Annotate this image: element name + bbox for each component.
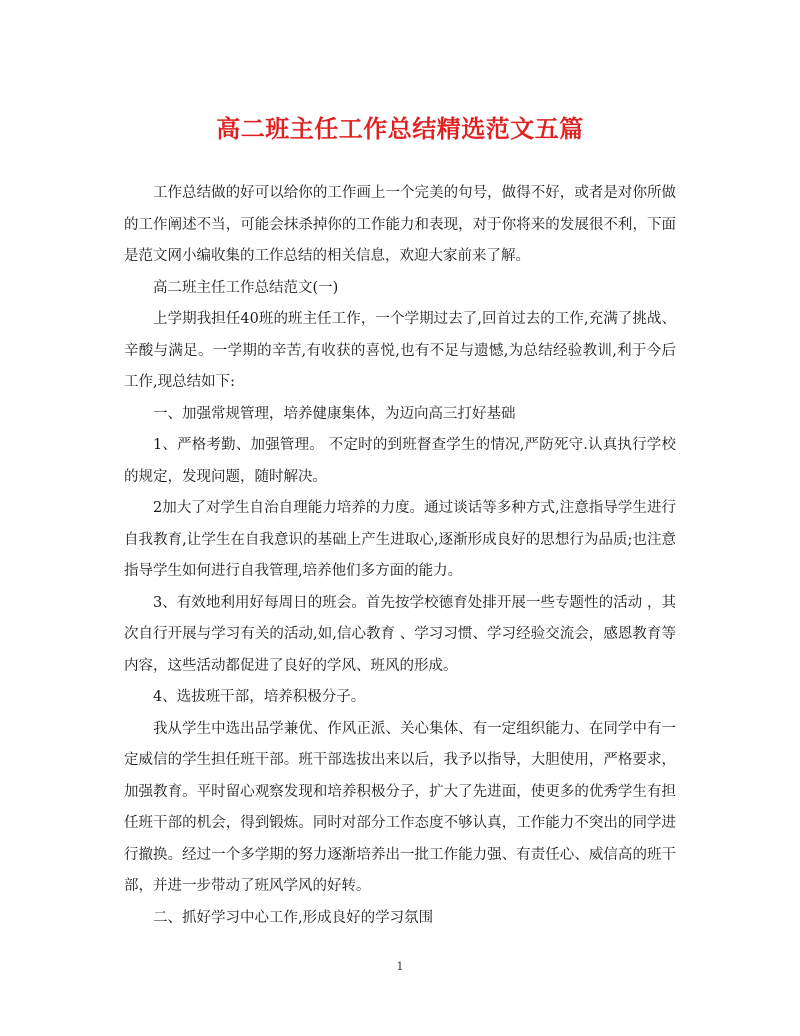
body-paragraph: 上学期我担任40班的班主任工作，一个学期过去了,回首过去的工作,充满了挑战、辛酸与满足。一学期的辛苦,有收获的喜悦,也有不足与遗憾,为总结经验教训,利于今后工作,现总结如下: [124,311,676,390]
intro-paragraph: 工作总结做的好可以给你的工作画上一个完美的句号，做得不好，或者是对你所做的工作阐述不当，可能会抹杀掉你的工作能力和表现，对于你将来的发展很不利，下面是范文网小编收集的工作总结的相关信息，欢迎大家前来了解。 [124,185,676,264]
body-paragraph: 3、有效地利用好每周日的班会。首先按学校德育处排开展一些专题性的活动 ，其次自行开展与学习有关的活动,如,信心教育 、学习习惯、学习经验交流会，感恩教育等内容，这些活动都促进了良好的学风、班风的形成。 [124,594,676,674]
document-body [124,178,676,934]
subsection-item-4: 4、选拔班干部，培养积极分子。 [153,689,366,705]
body-paragraph: 2加大了对学生自治自理能力培养的力度。通过谈话等多种方式,注意指导学生进行自我教育,让学生在自我意识的基础上产生进取心,逐渐形成良好的思想行为品质;也注意指导学生如何进行自我管理,培养他们多方面的能力。 [124,500,676,579]
section-heading-1: 高二班主任工作总结范文(一) [153,279,339,296]
body-paragraph: 1、严格考勤、加强管理。 不定时的到班督查学生的情况,严防死守.认真执行学校的规定，发现问题，随时解决。 [124,437,676,485]
body-paragraph: 我从学生中选出品学兼优、作风正派、关心集体、有一定组织能力、在同学中有一定威信的学生担任班干部。班干部选拔出来以后，我予以指导，大胆使用，严格要求，加强教育。平时留心观察发现和培养积极分子，扩大了先进面，使更多的优秀学生有担任班干部的机会，得到锻炼。同时对部分工作态度不够认真，工作能力不突出的同学进行撤换。经过一个多学期的努力逐渐培养出一批工作能力强、有责任心、威信高的班干部，并进一步带动了班风学风的好转。 [124,720,676,894]
subsection-heading-1: 一、加强常规管理，培养健康集体，为迈向高三打好基础 [153,405,516,422]
document-title: 高二班主任工作总结精选范文五篇 [216,114,584,143]
subsection-heading-2: 二、抓好学习中心工作,形成良好的学习氛围 [153,909,434,926]
page-number: 1 [396,960,404,973]
